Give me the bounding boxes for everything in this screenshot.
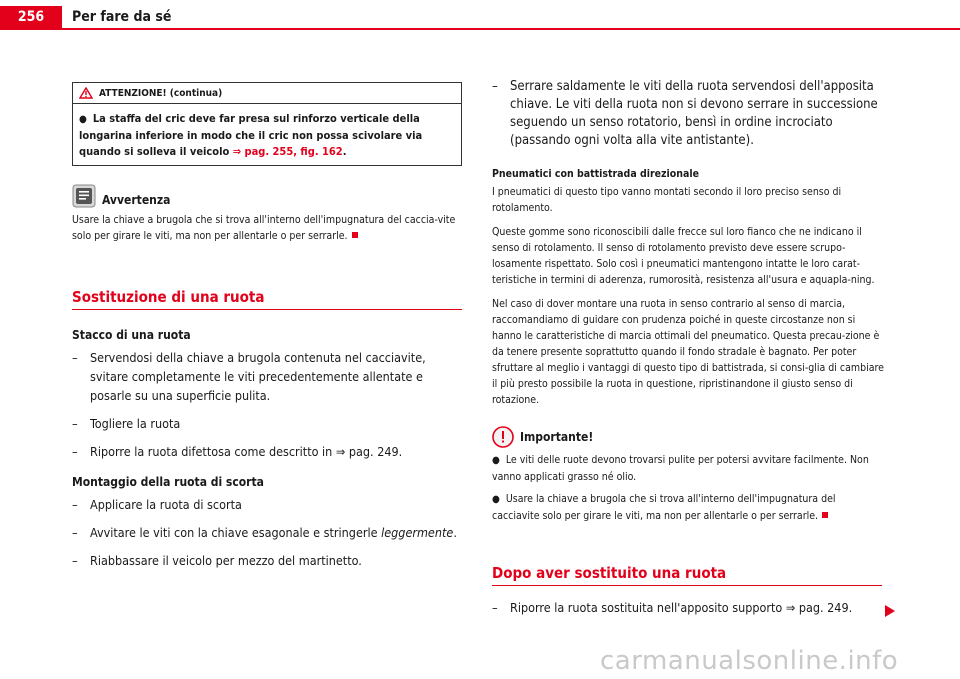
right-column bbox=[492, 78, 884, 626]
paragraph: Queste gomme sono riconoscibili dalle frecce sul loro fianco che ne indicano il senso di rotolamento. Il senso di rotolamento previsto deve essere scrupo-losamente rispettato. Solo così i pneumatici mantengono intatte le loro carat-teristiche in termini di aderenza, rumorosità, resistenza all'usura e aquapla-ning. bbox=[492, 226, 875, 286]
note-heading-text: Avvertenza bbox=[102, 193, 171, 207]
watermark: carmanualsonline.info bbox=[600, 646, 899, 676]
step-item: – Avvitare le viti con la chiave esagonale e stringerle leggermente. bbox=[72, 525, 457, 540]
page-number: 256 bbox=[0, 6, 62, 28]
bullet-icon: ● bbox=[492, 494, 500, 505]
step-item: – Applicare la ruota di scorta bbox=[72, 497, 242, 512]
warning-text: La staffa del cric deve far presa sul rinforzo verticale della longarina inferiore in modo che il cric non possa scivolare via quando si solleva il veicolo bbox=[79, 112, 423, 158]
important-heading bbox=[492, 426, 884, 448]
important-heading-text: Importante! bbox=[520, 430, 594, 444]
ref-arrow: ⇒ bbox=[232, 145, 242, 158]
section-title-replace-wheel: Sostituzione di una ruota bbox=[72, 288, 462, 310]
step-item: – Riporre la ruota difettosa come descritto in ⇒ pag. 249. bbox=[72, 444, 403, 459]
step-item: – Riabbassare il veicolo per mezzo del martinetto. bbox=[72, 553, 362, 568]
important-item: ● Le viti delle ruote devono trovarsi pulite per potersi avvitare facilmente. Non vanno applicati grasso né olio. bbox=[492, 454, 869, 483]
page-title: Per fare da sé bbox=[72, 9, 172, 25]
note-text: Usare la chiave a brugola che si trova all'interno dell'impugnatura del caccia-vite solo per girare le viti, ma non per allentarle o per serrarle. bbox=[72, 214, 456, 242]
paragraph: I pneumatici di questo tipo vanno montati secondo il loro preciso senso di rotolamento. bbox=[492, 186, 842, 214]
step-item: – Serrare saldamente le viti della ruota servendosi dell'apposita chiave. Le viti della ruota non si devono serrare in successione seguendo un senso rotatorio, bensì in ordine incrociato (passando ogni volta alla vite antistante). bbox=[492, 79, 878, 148]
left-column bbox=[72, 82, 462, 579]
warning-triangle-icon bbox=[79, 87, 93, 99]
warning-end: . bbox=[342, 145, 347, 158]
warning-page-ref[interactable]: pag. 255, fig. 162 bbox=[244, 145, 343, 158]
important-item: ● Usare la chiave a brugola che si trova all'interno dell'impugnatura del cacciavite solo per girare le viti, ma non per allentarle o per serrarle. bbox=[492, 493, 836, 522]
step-item: – Riporre la ruota sostituita nell'apposito supporto ⇒ pag. 249. bbox=[492, 600, 853, 615]
subheading-remove-wheel: Stacco di una ruota bbox=[72, 328, 191, 342]
note-body bbox=[72, 212, 462, 244]
warning-box bbox=[72, 82, 462, 166]
end-marker-icon bbox=[822, 512, 828, 518]
warning-heading bbox=[73, 83, 461, 104]
note-icon bbox=[72, 184, 96, 208]
paragraph: Nel caso di dover montare una ruota in senso contrario al senso di marcia, raccomandiamo di guidare con prudenza poiché in queste circostanze non si hanno le caratteristiche di marcia ottimali del pneumatico. Questa precau-zione è da tenere presente soprattutto quando il fondo stradale è bagnato. Per poter sfruttare al meglio i vantaggi di questo tipo di battistrada, si consi-glia di cambiare il più presto possibile la ruota in questione, ripristinandone il giusto senso di rotazione. bbox=[492, 298, 884, 406]
subheading-mount-spare: Montaggio della ruota di scorta bbox=[72, 475, 264, 489]
exclamation-icon bbox=[492, 426, 514, 448]
subheading-directional-tyres: Pneumatici con battistrada direzionale bbox=[492, 168, 700, 180]
warning-heading-text: ATTENZIONE! (continua) bbox=[99, 87, 223, 99]
page-header bbox=[0, 0, 960, 30]
bullet-icon: ● bbox=[492, 455, 500, 466]
step-item: – Servendosi della chiave a brugola contenuta nel cacciavite, svitare completamente le viti precedentemente allentate e posarle su una superficie pulita. bbox=[72, 350, 426, 403]
step-item: – Togliere la ruota bbox=[72, 416, 181, 431]
end-marker-icon bbox=[352, 232, 358, 238]
next-page-arrow-icon[interactable] bbox=[884, 604, 896, 618]
note-heading bbox=[72, 184, 462, 208]
warning-body bbox=[73, 104, 461, 165]
bullet-icon: ● bbox=[79, 114, 87, 125]
section-title-after-replace: Dopo aver sostituito una ruota bbox=[492, 564, 882, 586]
header-rule bbox=[0, 28, 960, 30]
